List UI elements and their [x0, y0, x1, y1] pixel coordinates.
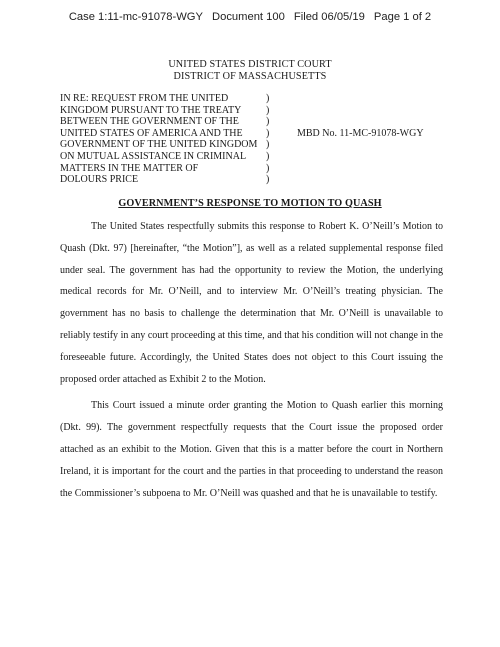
- court-name: UNITED STATES DISTRICT COURT: [168, 59, 332, 70]
- filed-date: Filed 06/05/19: [293, 11, 365, 23]
- paren: ): [266, 116, 270, 128]
- paren: ): [266, 139, 270, 151]
- ecf-header: [0, 11, 500, 23]
- paren: ): [266, 162, 270, 174]
- paren: ): [266, 104, 270, 116]
- document-body: [60, 216, 443, 509]
- paren: ): [266, 93, 270, 104]
- caption-line: ON MUTUAL ASSISTANCE IN CRIMINAL: [60, 150, 247, 162]
- court-district: DISTRICT OF MASSACHUSETTS: [173, 71, 327, 82]
- caption-title: [60, 93, 265, 186]
- case-number: Case 1:11-mc-91078-WGY: [68, 11, 203, 23]
- body-paragraph: This Court issued a minute order granting the Motion to Quash earlier this morning (Dkt. 99). The government respectfully requests that the Court issue the proposed order attached as an exhibit to the Motion. Given that this is a matter before the court in Northern Ireland, it is important for the court and the parties in that proceeding to understand the reason the Commissioner’s subpoena to Mr. O’Neill was quashed and that he is unavailable to testify.: [60, 400, 443, 499]
- caption-line: BETWEEN THE GOVERNMENT OF THE: [60, 116, 239, 128]
- document-title: GOVERNMENT’S RESPONSE TO MOTION TO QUASH: [118, 198, 382, 209]
- caption-line: MATTERS IN THE MATTER OF: [60, 162, 199, 174]
- docket-number: MBD No. 11-MC-91078-WGY: [297, 128, 424, 139]
- caption-line: KINGDOM PURSUANT TO THE TREATY: [60, 104, 242, 116]
- caption-parentheses: [266, 93, 269, 186]
- document-number: Document 100: [212, 11, 285, 23]
- caption-line: IN RE: REQUEST FROM THE UNITED: [60, 93, 229, 104]
- court-heading: [0, 59, 500, 83]
- page-number: Page 1 of 2: [373, 11, 432, 23]
- paren: ): [266, 150, 270, 162]
- paren: ): [266, 127, 270, 139]
- body-paragraph: The United States respectfully submits this response to Robert K. O’Neill’s Motion to Quash (Dkt. 97) [hereinafter, “the Motion”], as well as a related supplemental response filed under seal. The government has had the opportunity to review the Motion, the underlying medical records for Mr. O’Neill, and to interview Mr. O’Neill’s treating physician. The government has no basis to challenge the determination that Mr. O’Neill is unavailable to reliably testify in any court proceeding at this time, and that his condition will not change in the foreseeable future. Accordingly, the United States does not object to this Court issuing the proposed order attached as Exhibit 2 to the Motion.: [60, 221, 443, 385]
- caption-line: DOLOURS PRICE: [60, 174, 139, 186]
- caption-line: GOVERNMENT OF THE UNITED KINGDOM: [60, 139, 258, 151]
- paren: ): [266, 174, 270, 186]
- caption-line: UNITED STATES OF AMERICA AND THE: [60, 127, 243, 139]
